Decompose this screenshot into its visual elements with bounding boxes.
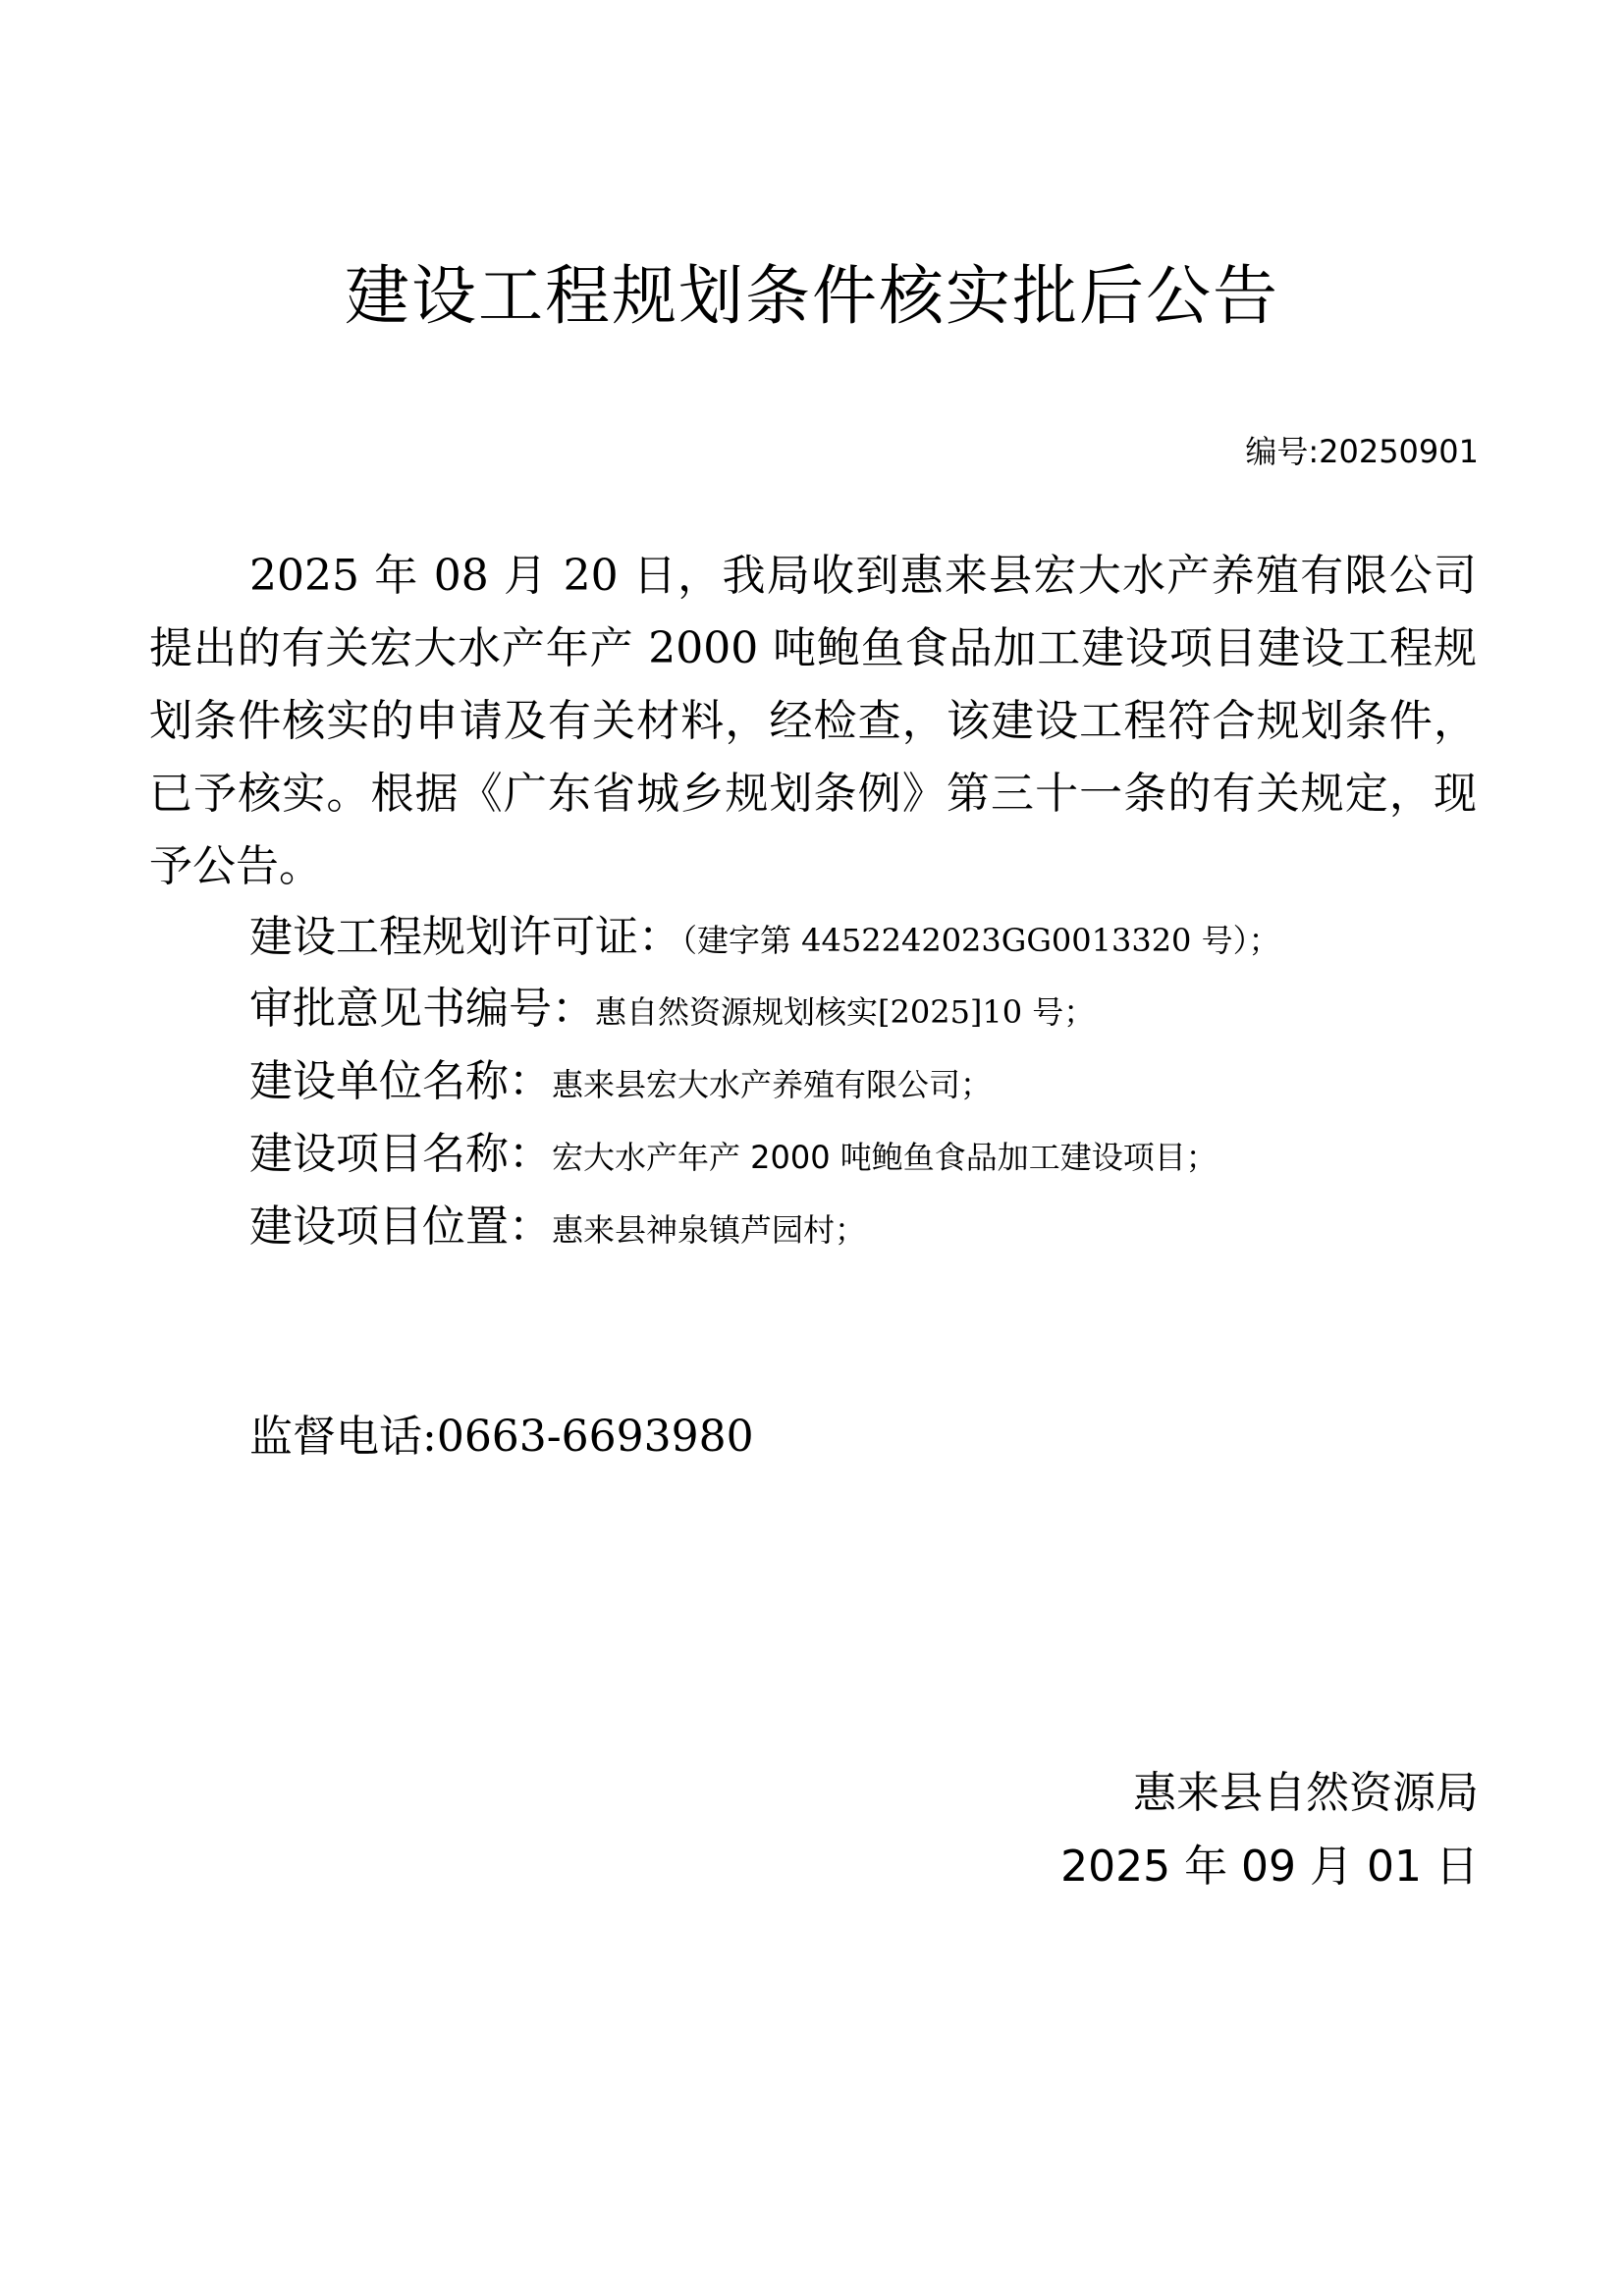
permit-number-line xyxy=(249,908,1487,970)
issuing-authority: 惠来县自然资源局 xyxy=(1133,1768,1479,1818)
notice-body: 2025 年 08 月 20 日，我局收到惠来县宏大水产养殖有限公司提出的有关宏大水产年产 2000 吨鲍鱼食品加工建设项目建设工程规划条件核实的申请及有关材料，经检查，该建设工程符合规划条件，已予核实。根据《广东省城乡规划条例》第三十一条的有关规定，现予公告。 xyxy=(149,551,1477,891)
approval-number-label: 审批意见书编号： xyxy=(249,984,595,1034)
developer-name-label: 建设单位名称： xyxy=(249,1056,552,1106)
project-name-label: 建设项目名称： xyxy=(249,1129,552,1179)
project-location-line xyxy=(249,1198,1487,1259)
approval-number-value: 惠自然资源规划核实[2025]10 号； xyxy=(595,993,1096,1031)
permit-number-value: （建字第 4452242023GG0013320 号）； xyxy=(681,922,1280,959)
developer-name-line xyxy=(249,1052,1487,1114)
project-name-line xyxy=(249,1125,1487,1187)
project-name-value: 宏大水产年产 2000 吨鲍鱼食品加工建设项目； xyxy=(552,1139,1218,1176)
notice-title: 建设工程规划条件核实批后公告 xyxy=(345,258,1279,334)
developer-name-value: 惠来县宏大水产养殖有限公司； xyxy=(552,1066,993,1103)
project-location-label: 建设项目位置： xyxy=(249,1201,552,1252)
issue-date: 2025 年 09 月 01 日 xyxy=(1060,1842,1479,1892)
approval-number-line xyxy=(249,980,1487,1041)
supervision-phone: 监督电话:0663-6693980 xyxy=(249,1412,754,1462)
permit-number-label: 建设工程规划许可证： xyxy=(249,912,681,962)
document-number: 编号:20250901 xyxy=(1245,433,1479,470)
project-location-value: 惠来县神泉镇芦园村； xyxy=(552,1211,867,1249)
